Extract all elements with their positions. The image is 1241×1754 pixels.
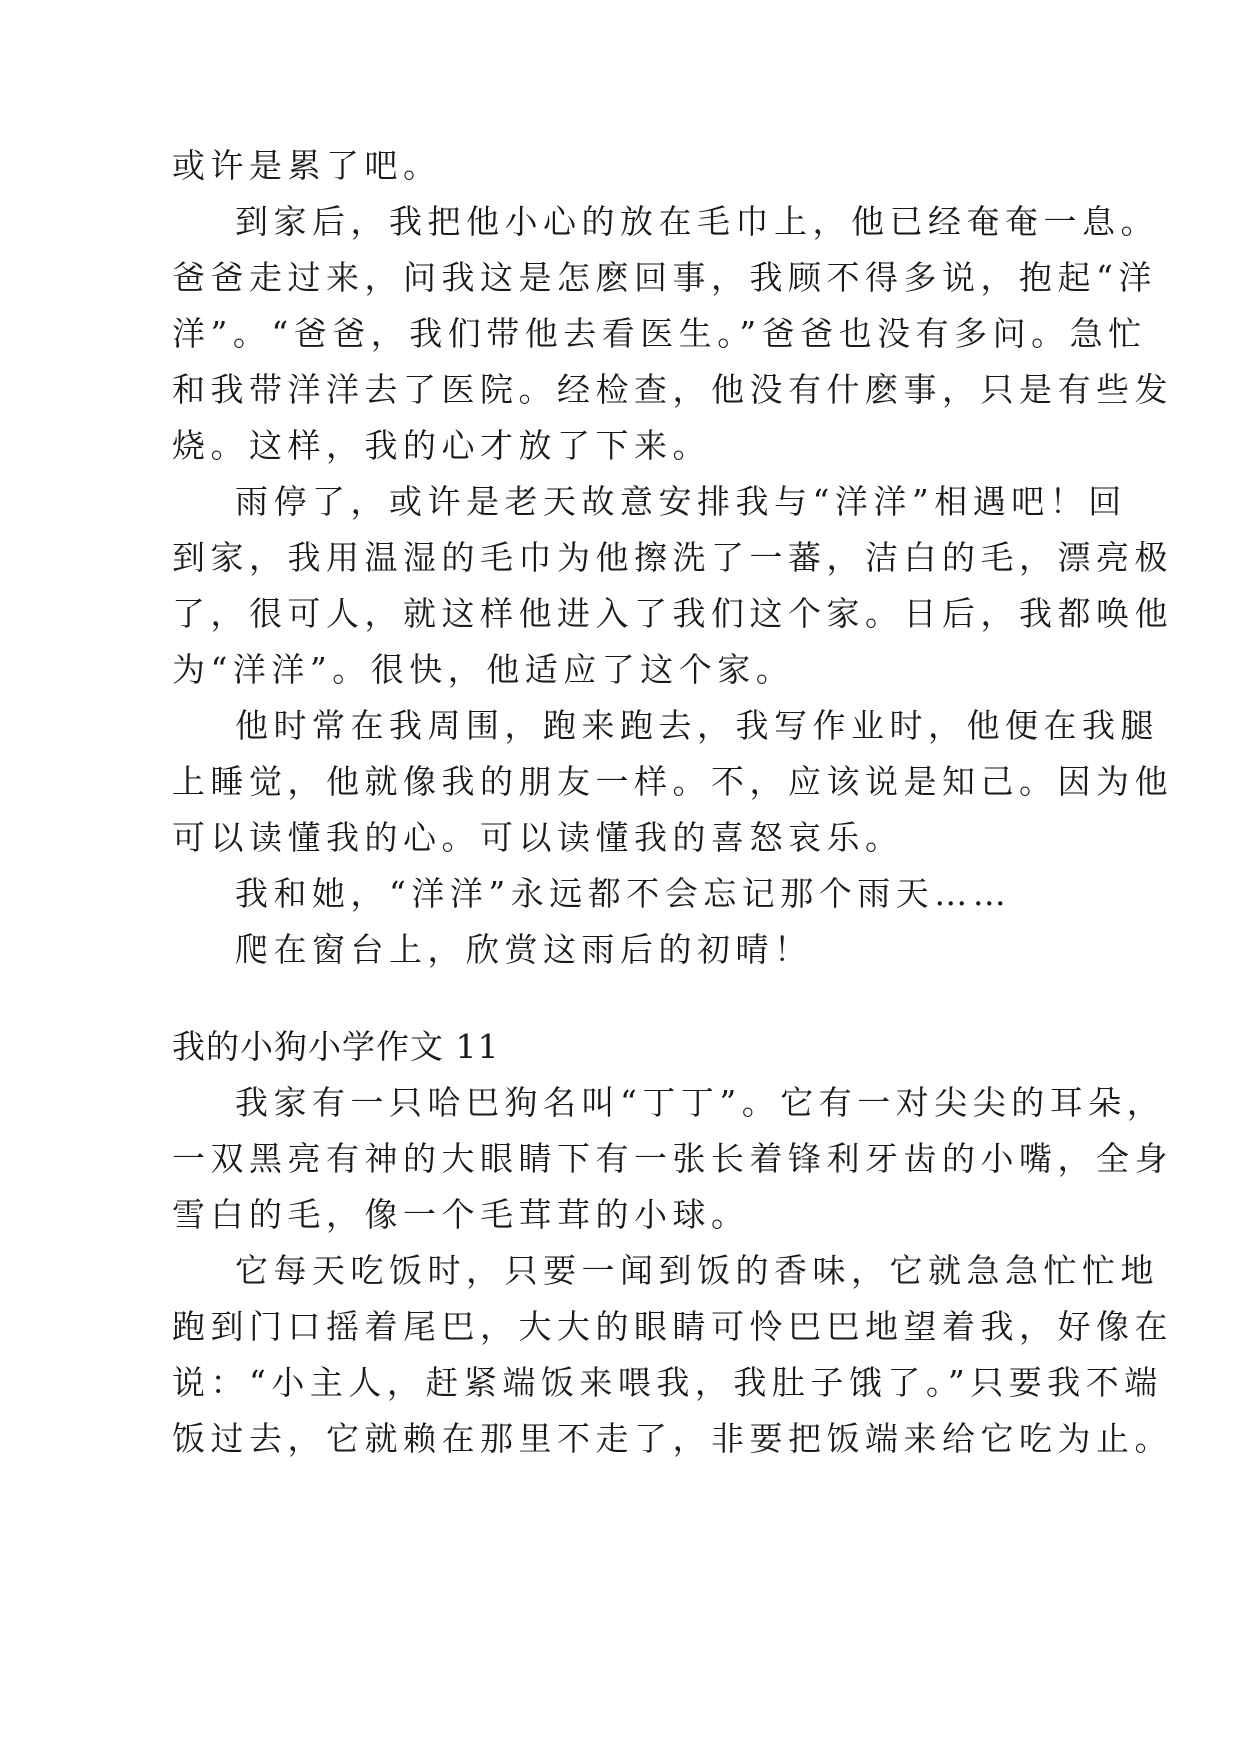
text-line: 可以读懂我的心。可以读懂我的喜怒哀乐。	[172, 818, 904, 857]
text-line: 饭过去，它就赖在那里不走了，非要把饭端来给它吃为止。	[172, 1419, 1173, 1458]
text-line: 说：“小主人，赶紧端饭来喂我，我肚子饿了。”只要我不端	[172, 1363, 1163, 1402]
text-line: 烧。这样，我的心才放了下来。	[172, 426, 711, 465]
paragraph-first-line: 它每天吃饭时，只要一闻到饭的香味，它就急急忙忙地	[235, 1251, 1159, 1290]
paragraph-first-line: 爬在窗台上，欣赏这雨后的初晴！	[235, 930, 813, 969]
text-line: 一双黑亮有神的大眼睛下有一张长着锋利牙齿的小嘴，全身	[172, 1139, 1173, 1178]
text-line: 洋”。“爸爸，我们带他去看医生。”爸爸也没有多问。急忙	[172, 314, 1147, 353]
paragraph-first-line: 我和她，“洋洋”永远都不会忘记那个雨天……	[235, 874, 1012, 913]
text-line: 了，很可人，就这样他进入了我们这个家。日后，我都唤他	[172, 594, 1173, 633]
section-heading: 我的小狗小学作文 11	[172, 1027, 500, 1066]
text-line: 雪白的毛，像一个毛茸茸的小球。	[172, 1195, 750, 1234]
text-line: 和我带洋洋去了医院。经检查，他没有什麽事，只是有些发	[172, 370, 1173, 409]
paragraph-first-line: 我家有一只哈巴狗名叫“丁丁”。它有一对尖尖的耳朵，	[235, 1083, 1166, 1122]
paragraph-first-line: 到家后，我把他小心的放在毛巾上，他已经奄奄一息。	[235, 202, 1159, 241]
paragraph-first-line: 他时常在我周围，跑来跑去，我写作业时，他便在我腿	[235, 706, 1159, 745]
text-line: 为“洋洋”。很快，他适应了这个家。	[172, 650, 795, 689]
text-line: 或许是累了吧。	[172, 146, 442, 185]
text-line: 跑到门口摇着尾巴，大大的眼睛可怜巴巴地望着我，好像在	[172, 1307, 1173, 1346]
paragraph-first-line: 雨停了，或许是老天故意安排我与“洋洋”相遇吧！回	[235, 482, 1127, 521]
text-line: 到家，我用温湿的毛巾为他擦洗了一蕃，洁白的毛，漂亮极	[172, 538, 1173, 577]
text-line: 爸爸走过来，问我这是怎麽回事，我顾不得多说，抱起“洋	[172, 258, 1157, 297]
text-line: 上睡觉，他就像我的朋友一样。不，应该说是知己。因为他	[172, 762, 1173, 801]
